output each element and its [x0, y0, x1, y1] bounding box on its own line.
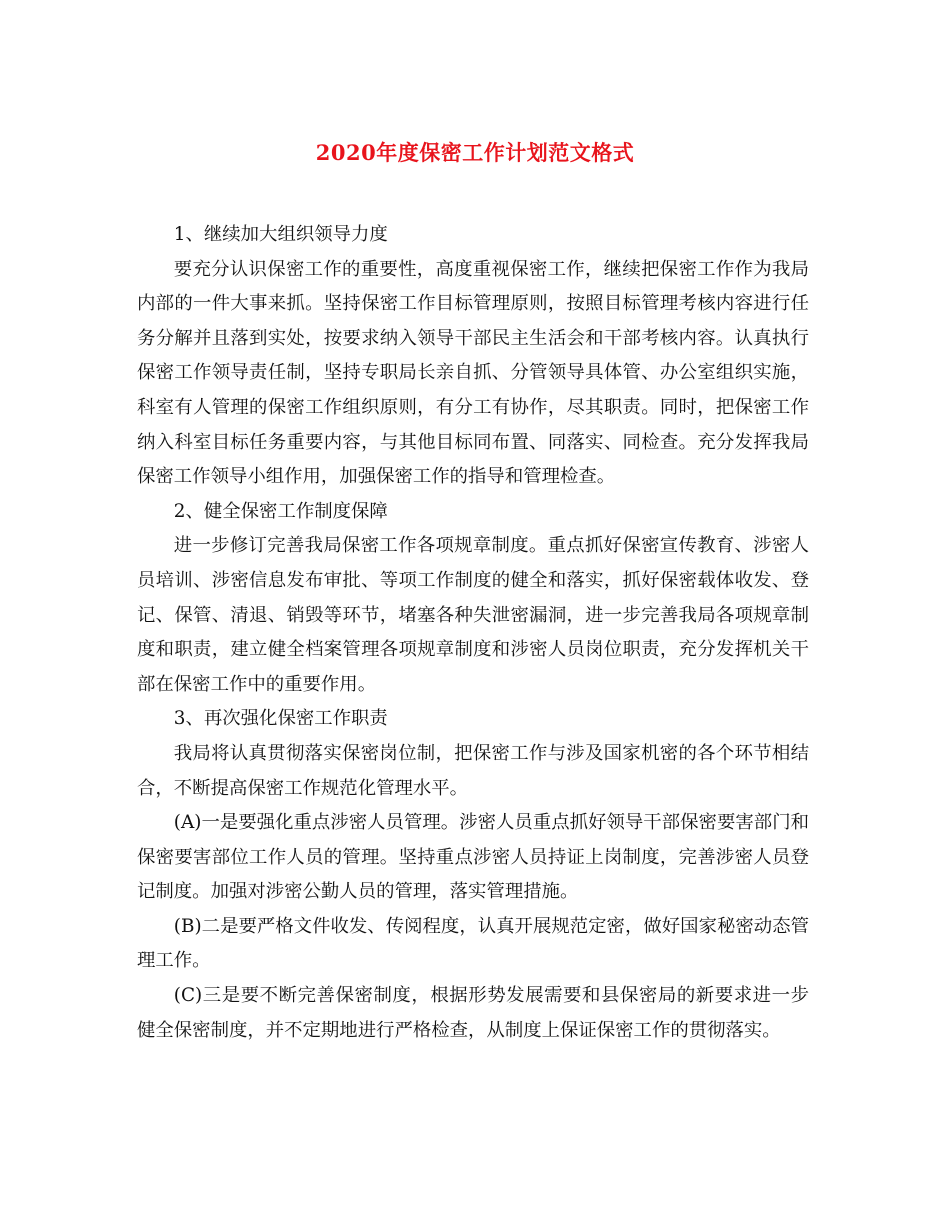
section-heading-1: 1、继续加大组织领导力度	[173, 224, 388, 245]
section-paragraph-1: 要充分认识保密工作的重要性，高度重视保密工作，继续把保密工作作为我局内部的一件大事来抓。坚持保密工作目标管理原则，按照目标管理考核内容进行任务分解并且落到实处，按要求纳入领导干部民主生活会和干部考核内容。认真执行保密工作领导责任制，坚持专职局长亲自抓、分管领导具体管、办公室组织实施，科室有人管理的保密工作组织原则，有分工有协作，尽其职责。同时，把保密工作纳入科室目标任务重要内容，与其他目标同布置、同落实、同检查。充分发挥我局保密工作领导小组作用，加强保密工作的指导和管理检查。	[137, 258, 809, 488]
document-title: 2020年度保密工作计划范文格式	[315, 140, 635, 165]
section-paragraph-3: 我局将认真贯彻落实保密岗位制，把保密工作与涉及国家机密的各个环节相结合，不断提高保密工作规范化管理水平。	[137, 742, 809, 799]
section-paragraph-2: 进一步修订完善我局保密工作各项规章制度。重点抓好保密宣传教育、涉密人员培训、涉密信息发布审批、等项工作制度的健全和落实，抓好保密载体收发、登记、保管、清退、销毁等环节，堵塞各种失泄密漏洞，进一步完善我局各项规章制度和职责，建立健全档案管理各项规章制度和涉密人员岗位职责，充分发挥机关干部在保密工作中的重要作用。	[137, 535, 809, 695]
list-item-a: (A)一是要强化重点涉密人员管理。涉密人员重点抓好领导干部保密要害部门和保密要害部位工作人员的管理。坚持重点涉密人员持证上岗制度，完善涉密人员登记制度。加强对涉密公勤人员的管理，落实管理措施。	[137, 812, 809, 903]
list-item-b: (B)二是要严格文件收发、传阅程度，认真开展规范定密，做好国家秘密动态管理工作。	[137, 915, 809, 972]
section-heading-3: 3、再次强化保密工作职责	[173, 708, 388, 730]
section-heading-2: 2、健全保密工作制度保障	[173, 500, 388, 522]
list-item-c: (C)三是要不断完善保密制度，根据形势发展需要和县保密局的新要求进一步健全保密制度，并不定期地进行严格检查，从制度上保证保密工作的贯彻落实。	[137, 985, 809, 1041]
document-body	[137, 218, 809, 1048]
